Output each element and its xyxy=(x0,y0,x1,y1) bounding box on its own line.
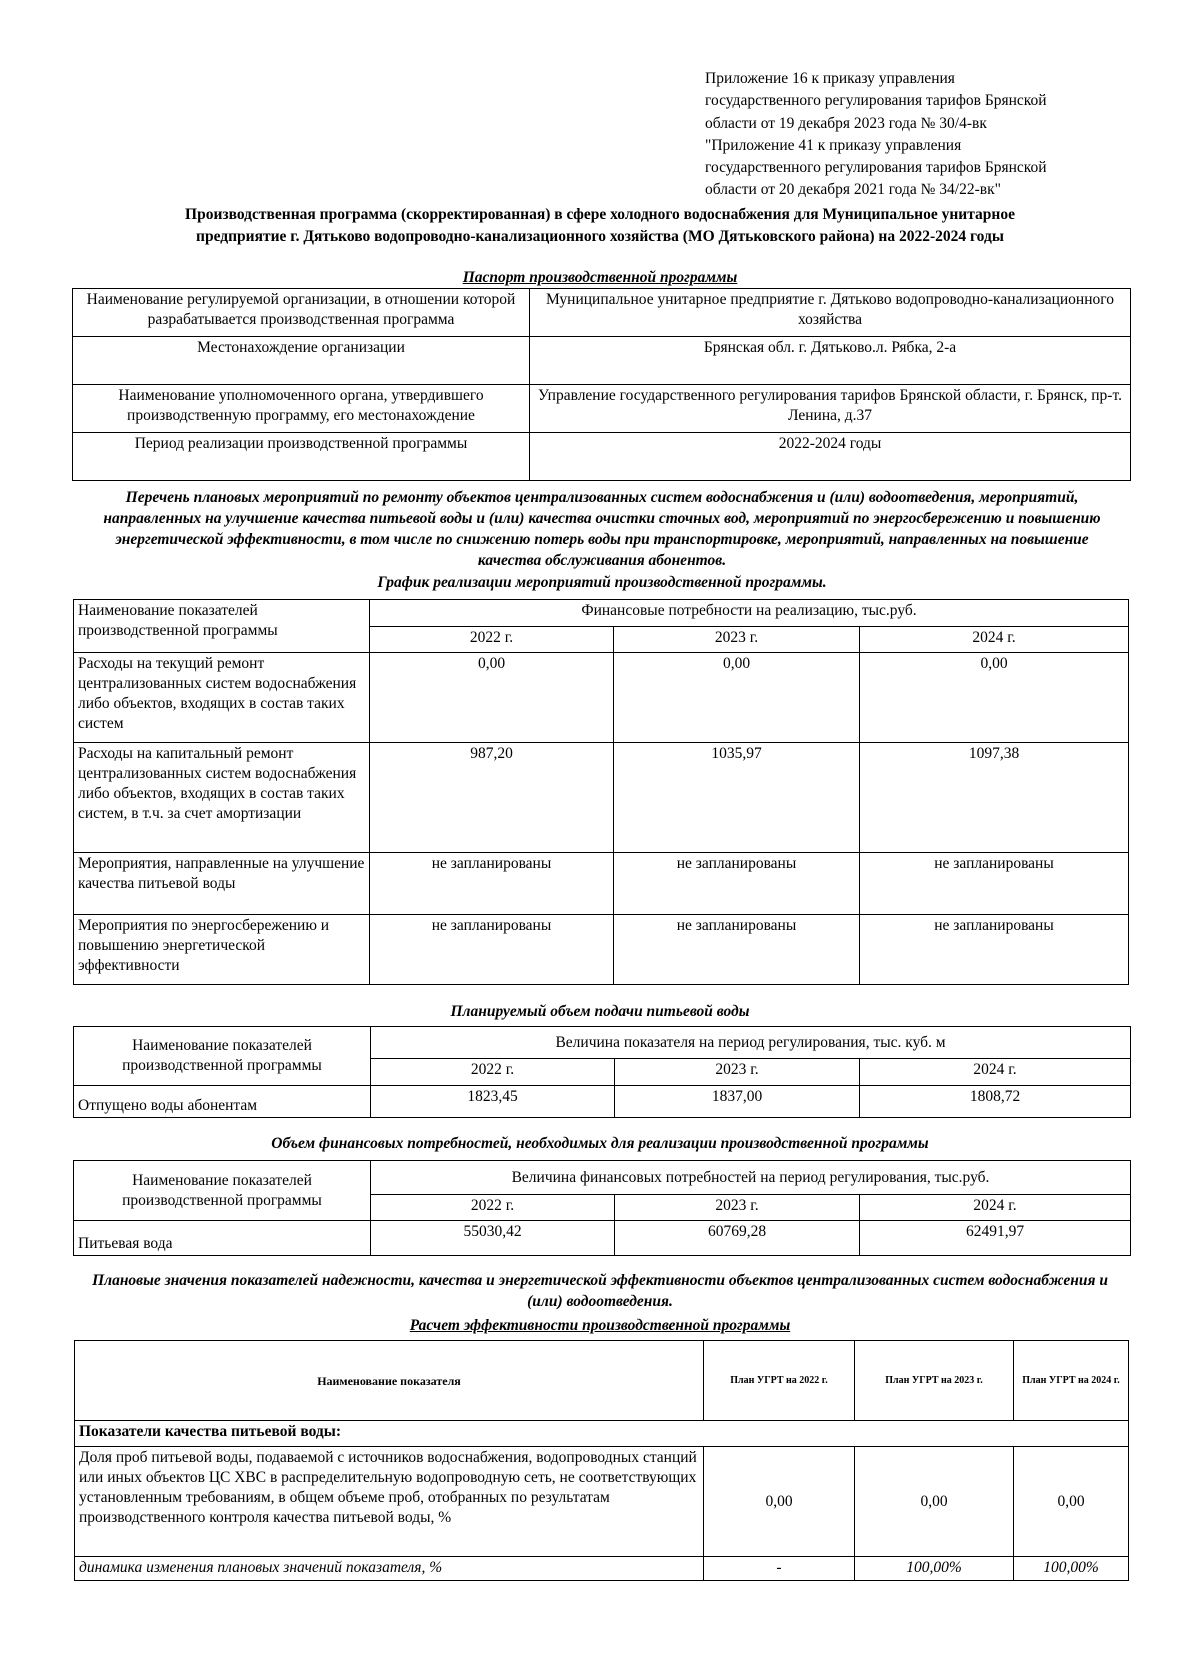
passport-row xyxy=(73,289,1131,337)
passport-table xyxy=(72,288,1131,481)
measures-head-group: Финансовые потребности на реализацию, тыс.руб. xyxy=(370,600,1129,627)
row-label: динамика изменения плановых значений показателя, % xyxy=(75,1557,704,1581)
cell-value: не запланированы xyxy=(860,853,1129,915)
cell-value: 100,00% xyxy=(1014,1557,1129,1581)
measures-table xyxy=(73,599,1129,985)
passport-value: Брянская обл. г. Дятьково.л. Рябка, 2-а xyxy=(530,337,1131,385)
row-label: Доля проб питьевой воды, подаваемой с источников водоснабжения, водопроводных станций или иных объектов ЦС ХВС в распределительную водопроводную сеть, не соответствующих установленным требованиям, в общем объеме проб, отобранных по результатам производственного контроля качества питьевой воды, % xyxy=(75,1447,704,1557)
measures-row xyxy=(74,743,1129,853)
passport-row xyxy=(73,433,1131,481)
volume-head-group: Величина показателя на период регулирования, тыс. куб. м xyxy=(371,1027,1131,1059)
header-note xyxy=(705,68,1125,202)
cell-value: 0,00 xyxy=(860,653,1129,743)
title-line: предприятие г. Дятьково водопроводно-канализационного хозяйства (МО Дятьковского района) на 2022-2024 годы xyxy=(196,228,1004,245)
header-note-line: государственного регулирования тарифов Брянской xyxy=(705,92,1047,110)
volume-caption: Планируемый объем подачи питьевой воды xyxy=(450,1003,750,1020)
year-header: 2023 г. xyxy=(615,1059,860,1086)
cell-value: 0,00 xyxy=(370,653,614,743)
cell-value: не запланированы xyxy=(614,853,860,915)
measures-row xyxy=(74,915,1129,985)
reliability-caption: Плановые значения показателей надежности, качества и энергетической эффективности объектов централизованных систем водоснабжения и (или) водоотведения. xyxy=(92,1272,1108,1310)
cell-value: 0,00 xyxy=(1014,1447,1129,1557)
passport-label: Период реализации производственной программы xyxy=(73,433,530,481)
year-header: 2024 г. xyxy=(860,627,1129,653)
year-header: 2022 г. xyxy=(370,627,614,653)
year-header: 2022 г. xyxy=(371,1195,615,1221)
passport-label: Местонахождение организации xyxy=(73,337,530,385)
row-label: Мероприятия, направленные на улучшение качества питьевой воды xyxy=(74,853,370,915)
cell-value: не запланированы xyxy=(860,915,1129,985)
passport-row xyxy=(73,337,1131,385)
dynamics-row xyxy=(75,1557,1129,1581)
measures-row xyxy=(74,653,1129,743)
finance-row xyxy=(74,1221,1131,1256)
finance-head-label: Наименование показателей производственной программы xyxy=(74,1161,371,1221)
passport-caption: Паспорт производственной программы xyxy=(462,269,738,286)
cell-value: 100,00% xyxy=(855,1557,1014,1581)
cell-value: 1097,38 xyxy=(860,743,1129,853)
year-header: 2024 г. xyxy=(860,1195,1131,1221)
year-header: 2023 г. xyxy=(615,1195,860,1221)
cell-value: 55030,42 xyxy=(371,1221,615,1256)
volume-row xyxy=(74,1086,1131,1118)
cell-value: - xyxy=(704,1557,855,1581)
cell-value: 60769,28 xyxy=(615,1221,860,1256)
cell-value: 1837,00 xyxy=(615,1086,860,1118)
passport-value: 2022-2024 годы xyxy=(530,433,1131,481)
plan-header: План УГРТ на 2022 г. xyxy=(704,1341,855,1421)
plan-header: План УГРТ на 2024 г. xyxy=(1014,1341,1129,1421)
row-label: Мероприятия по энергосбережению и повышению энергетической эффективности xyxy=(74,915,370,985)
cell-value: 62491,97 xyxy=(860,1221,1131,1256)
year-header: 2022 г. xyxy=(371,1059,615,1086)
plan-header: План УГРТ на 2023 г. xyxy=(855,1341,1014,1421)
year-header: 2024 г. xyxy=(860,1059,1131,1086)
row-label: Расходы на текущий ремонт централизованных систем водоснабжения либо объектов, входящих в состав таких систем xyxy=(74,653,370,743)
reliability-row xyxy=(75,1447,1129,1557)
cell-value: 0,00 xyxy=(614,653,860,743)
passport-label: Наименование уполномоченного органа, утвердившего производственную программу, его местонахождение xyxy=(73,385,530,433)
cell-value: не запланированы xyxy=(370,915,614,985)
year-header: 2023 г. xyxy=(614,627,860,653)
reliability-subcaption: Расчет эффективности производственной программы xyxy=(409,1317,791,1334)
document-title xyxy=(60,204,1140,248)
header-note-line: государственного регулирования тарифов Брянской xyxy=(705,159,1047,177)
header-note-line: "Приложение 41 к приказу управления xyxy=(705,136,962,154)
cell-value: 987,20 xyxy=(370,743,614,853)
row-label: Отпущено воды абонентам xyxy=(74,1086,371,1118)
cell-value: 1808,72 xyxy=(860,1086,1131,1118)
measures-row xyxy=(74,853,1129,915)
row-label: Питьевая вода xyxy=(74,1221,371,1256)
row-label: Расходы на капитальный ремонт централизованных систем водоснабжения либо объектов, входящих в состав таких систем, в т.ч. за счет амортизации xyxy=(74,743,370,853)
volume-head-label: Наименование показателей производственной программы xyxy=(74,1027,371,1086)
finance-caption: Объем финансовых потребностей, необходимых для реализации производственной программы xyxy=(271,1135,929,1152)
passport-row xyxy=(73,385,1131,433)
cell-value: не запланированы xyxy=(614,915,860,985)
measures-caption: Перечень плановых мероприятий по ремонту объектов централизованных систем водоснабжения и (или) водоотведения, мероприятий, направленных на улучшение качества питьевой воды и (или) качества очистки сточных вод, мероприятий по энергосбережению и повышению энергетической эффективности, в том числе по снижению потерь воды при транспортировке, мероприятий, направленных на повышение качества обслуживания абонентов. xyxy=(103,489,1101,569)
cell-value: не запланированы xyxy=(370,853,614,915)
passport-value: Муниципальное унитарное предприятие г. Дятьково водопроводно-канализационного хозяйства xyxy=(530,289,1131,337)
header-note-line: Приложение 16 к приказу управления xyxy=(705,70,955,87)
measures-head-label: Наименование показателей производственной программы xyxy=(74,600,370,653)
passport-label: Наименование регулируемой организации, в отношении которой разрабатывается производственная программа xyxy=(73,289,530,337)
measures-subcaption: График реализации мероприятий производственной программы. xyxy=(377,574,827,591)
title-line: Производственная программа (скорректированная) в сфере холодного водоснабжения для Муниципальное унитарное xyxy=(185,206,1015,223)
reliability-table xyxy=(74,1340,1129,1581)
cell-value: 1035,97 xyxy=(614,743,860,853)
cell-value: 1823,45 xyxy=(371,1086,615,1118)
finance-table xyxy=(73,1160,1131,1256)
header-note-line: области от 19 декабря 2023 года № 30/4-вк xyxy=(705,114,987,132)
finance-head-group: Величина финансовых потребностей на период регулирования, тыс.руб. xyxy=(371,1161,1131,1195)
cell-value: 0,00 xyxy=(855,1447,1014,1557)
volume-table xyxy=(73,1026,1131,1118)
section-heading: Показатели качества питьевой воды: xyxy=(75,1421,1129,1447)
reliability-head-label: Наименование показателя xyxy=(75,1341,704,1421)
header-note-line: области от 20 декабря 2021 года № 34/22-вк" xyxy=(705,181,1001,199)
passport-value: Управление государственного регулирования тарифов Брянской области, г. Брянск, пр-т. Ленина, д.37 xyxy=(530,385,1131,433)
cell-value: 0,00 xyxy=(704,1447,855,1557)
